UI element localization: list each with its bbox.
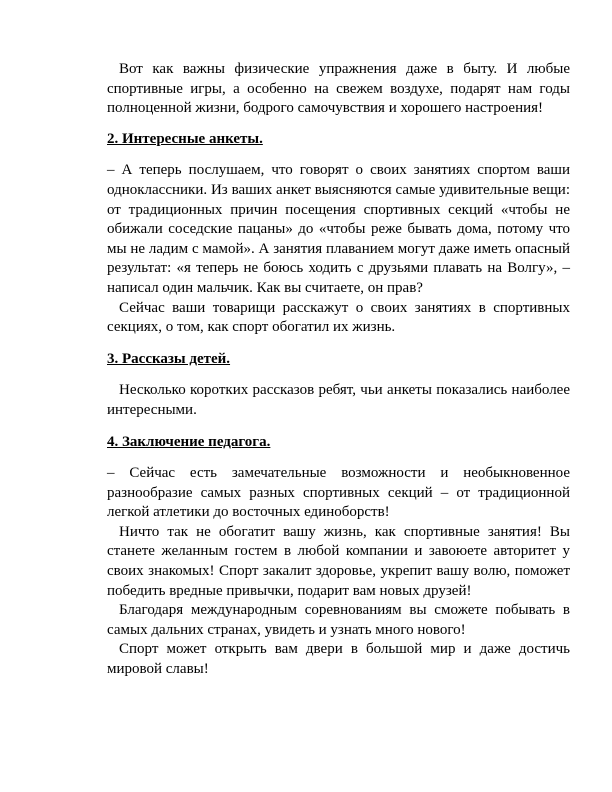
intro-paragraph: Вот как важны физические упражнения даже в быту. И любые спортивные игры, а особенно на свежем воздухе, подарят нам годы полноценной жизни, бодрого самочувствия и хорошего настроения! (107, 61, 570, 117)
document-body (107, 60, 570, 680)
section4-paragraph-1: – Сейчас есть замечательные возможности и необыкновенное разнообразие самых разных спортивных секций – от традиционной легкой атлетики до восточных единоборств! (107, 465, 570, 521)
section-heading-3: 3. Рассказы детей. (107, 350, 231, 367)
section2-paragraph-2: Сейчас ваши товарищи расскажут о своих занятиях в спортивных секциях, о том, как спорт обогатил их жизнь. (107, 299, 570, 336)
section2-paragraph-1: – А теперь послушаем, что говорят о своих занятиях спортом ваши одноклассники. Из ваших анкет выясняются самые удивительные вещи: от традиционных причин посещения спортивных секций «чтобы не обижали соседские пацаны» до «чтобы реже бывать дома, потому что мы не ладим с мамой». А занятия плаванием могут даже иметь опасный результат: «я теперь не боюсь ходить с друзьями плавать на Волгу», – написал один мальчик. Как вы считаете, он прав? (107, 162, 570, 296)
section4-paragraph-4: Спорт может открыть вам двери в большой мир и даже достичь мировой славы! (107, 641, 570, 678)
section-heading-2: 2. Интересные анкеты. (107, 130, 263, 147)
section3-paragraph-1: Несколько коротких рассказов ребят, чьи анкеты показались наиболее интересными. (107, 382, 570, 418)
section-heading-4: 4. Заключение педагога. (107, 433, 271, 450)
section4-paragraph-3: Благодаря международным соревнованиям вы сможете побывать в самых дальних странах, увидеть и узнать много нового! (107, 602, 570, 638)
section4-paragraph-2: Ничто так не обогатит вашу жизнь, как спортивные занятия! Вы станете желанным гостем в любой компании и завоюете авторитет у своих знакомых! Спорт закалит здоровье, укрепит вашу волю, поможет победить вредные привычки, подарит вам новых друзей! (107, 523, 570, 599)
